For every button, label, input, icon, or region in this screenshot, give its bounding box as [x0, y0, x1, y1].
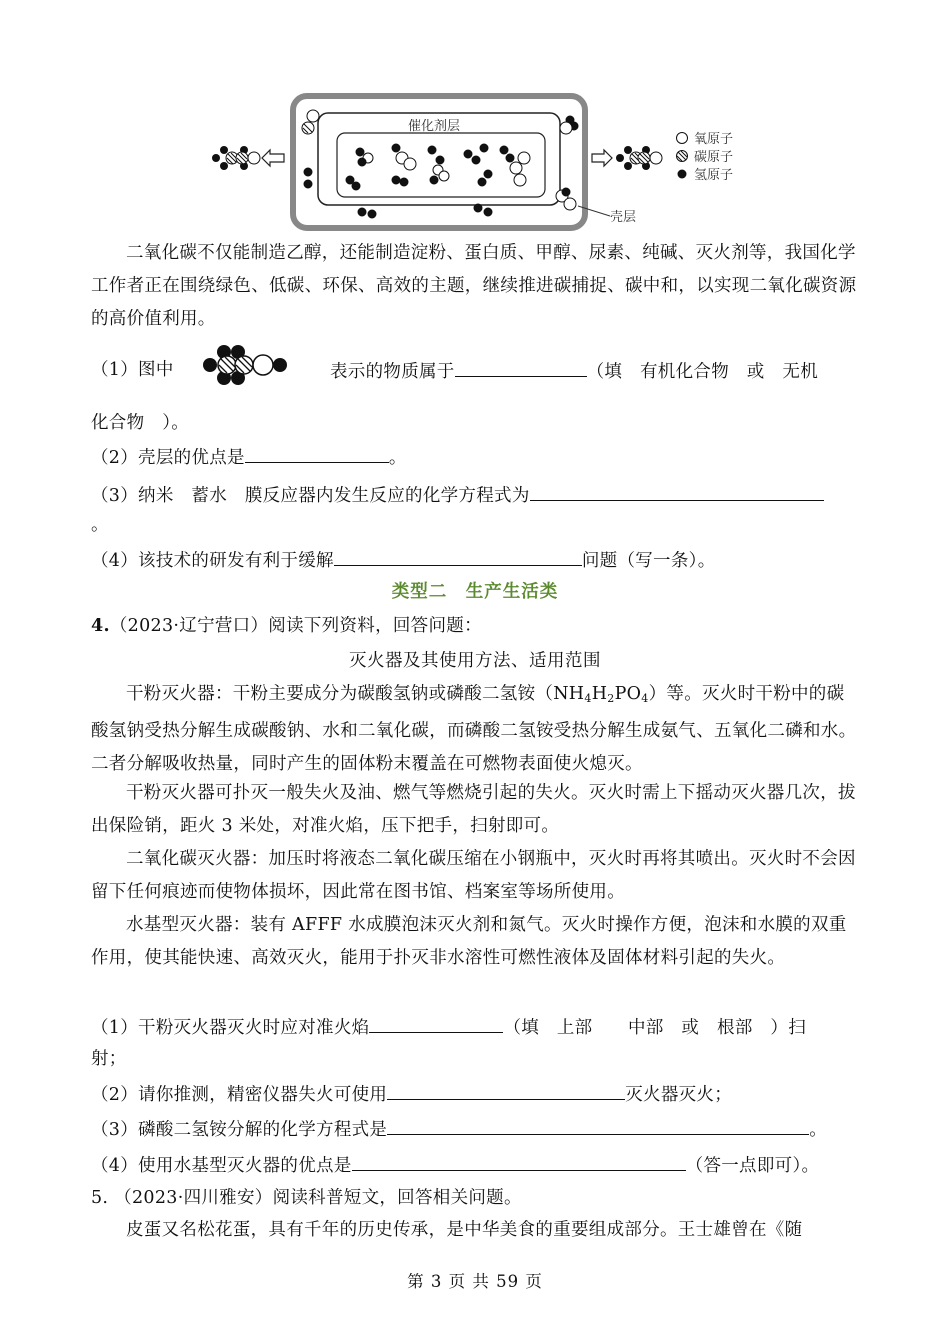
q4-question4: （4）使用水基型灭火器的优点是 （答一点即可）。	[91, 1150, 819, 1177]
right-arrow-icon	[592, 150, 612, 166]
catalyst-label: 催化剂层	[408, 118, 461, 133]
legend-hydrogen: 氢原子	[694, 167, 734, 182]
section-title: 类型二 生产生活类	[391, 582, 559, 602]
q4-question1: （1）干粉灭火器灭火时应对准火焰 （填 上部 中部 或 根部 ）扫	[91, 1012, 806, 1039]
answer-blank[interactable]	[387, 1079, 625, 1100]
page-number: 第 3 页 共 59 页	[407, 1272, 543, 1291]
answer-blank[interactable]	[387, 1114, 809, 1135]
q3-part1-cont: 化合物 ）。	[91, 413, 190, 433]
q4-question3: （3）磷酸二氢铵分解的化学方程式是 。	[91, 1114, 827, 1141]
q4-para4: 水基型灭火器：装有 AFFF 水成膜泡沫灭火剂和氮气。灭火时操作方便，泡沫和水膜的双重作用，使其能快速、高效灭火，能用于扑灭非水溶性可燃性液体及固体材料引起的失火。	[91, 915, 847, 968]
legend-carbon: 碳原子	[694, 149, 734, 164]
left-arrow-icon	[262, 150, 284, 166]
ethanol-molecule-inline	[200, 342, 292, 388]
legend	[677, 131, 734, 182]
intro-paragraph: 二氧化碳不仅能制造乙醇，还能制造淀粉、蛋白质、甲醇、尿素、纯碱、灭火剂等，我国化学工作者正在围绕绿色、低碳、环保、高效的主题，继续推进碳捕捉、碳中和，以实现二氧化碳资源的高价值利用。	[91, 243, 857, 329]
q3-part3: （3）纳米 蓄水 膜反应器内发生反应的化学方程式为	[91, 480, 824, 507]
q3-part2: （2）壳层的优点是 。	[91, 442, 407, 469]
answer-blank[interactable]	[352, 1150, 686, 1171]
answer-blank[interactable]	[530, 480, 824, 501]
q4-para2: 干粉灭火器可扑灭一般失火及油、燃气等燃烧引起的失火。灭火时需上下摇动灭火器几次，拔出保险销，距火 3 米处，对准火焰，压下把手，扫射即可。	[91, 783, 856, 836]
q4-number: 4.	[91, 616, 110, 636]
q4-question2: （2）请你推测，精密仪器失火可使用 灭火器灭火；	[91, 1079, 732, 1106]
legend-oxygen: 氧原子	[694, 131, 734, 146]
q3-part1-rest: 表示的物质属于 （填 有机化合物 或 无机	[330, 356, 818, 383]
core-molecules	[346, 144, 530, 190]
q3-part1: （1）图中	[91, 360, 174, 380]
q5-header: 5. （2023·四川雅安）阅读科普短文，回答相关问题。	[91, 1188, 522, 1208]
q4-header: 4.（2023·辽宁营口）阅读下列资料，回答问题：	[91, 616, 482, 636]
ethanol-molecule-left	[212, 146, 260, 170]
q4-para1: 干粉灭火器：干粉主要成分为碳酸氢钠或磷酸二氢铵$(NH_4H_2PO_4)$等。灭火时干粉中的碳酸氢钠受热分解生成碳酸钠、水和二氧化碳，而磷酸二氢铵受热分解生成氨气、五氧化二磷和水。二者分解吸收热量，同时产生的固体粉末覆盖在可燃物表面使火熄灭。	[91, 684, 857, 774]
q4-question1-cont: 射；	[91, 1049, 127, 1069]
answer-blank[interactable]	[334, 545, 582, 566]
q5-number: 5.	[91, 1188, 109, 1208]
answer-blank[interactable]	[245, 442, 389, 463]
q3-part3-end: 。	[91, 515, 109, 535]
q3-part4: （4）该技术的研发有利于缓解 问题（写一条）。	[91, 545, 716, 572]
reactor-diagram	[200, 88, 760, 236]
answer-blank[interactable]	[455, 356, 587, 377]
article-title: 灭火器及其使用方法、适用范围	[349, 651, 601, 671]
q5-para1: 皮蛋又名松花蛋，具有千年的历史传承，是中华美食的重要组成部分。王士雄曾在《随	[126, 1220, 803, 1240]
answer-blank[interactable]	[369, 1012, 503, 1033]
ethanol-molecule-right	[616, 146, 662, 170]
q4-para3: 二氧化碳灭火器：加压时将液态二氧化碳压缩在小钢瓶中，灭火时再将其喷出。灭火时不会因留下任何痕迹而使物体损坏，因此常在图书馆、档案室等场所使用。	[91, 849, 856, 902]
shell-label: 壳层	[610, 209, 637, 224]
